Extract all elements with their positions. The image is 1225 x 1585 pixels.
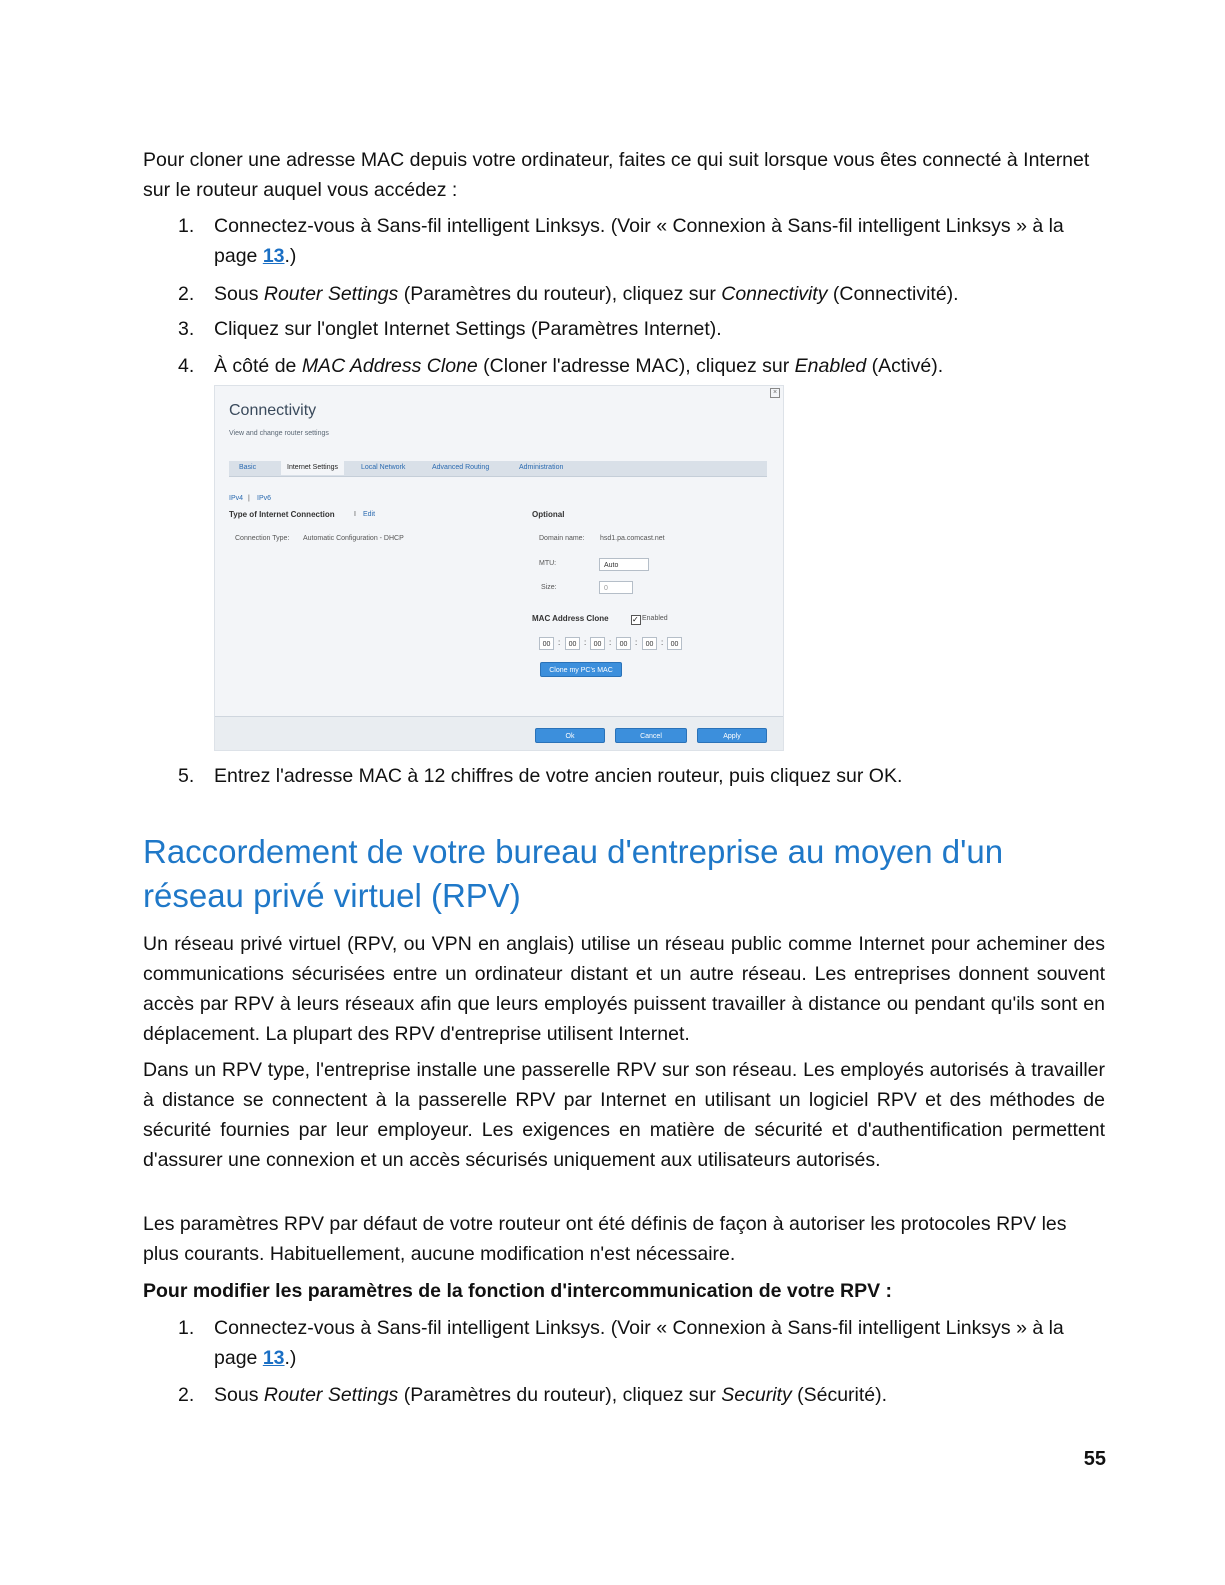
mac-colon: : xyxy=(558,638,561,647)
cancel-button[interactable]: Cancel xyxy=(615,728,687,743)
ipv4-link[interactable]: IPv4 xyxy=(229,495,244,502)
mac-octet-input[interactable]: 00 xyxy=(667,637,682,650)
tab-internet-settings[interactable]: Internet Settings xyxy=(281,461,344,475)
domain-value: hsd1.pa.comcast.net xyxy=(600,535,665,542)
optional-heading: Optional xyxy=(532,510,565,519)
mac-colon: : xyxy=(661,638,664,647)
list-number: 2. xyxy=(178,1384,195,1406)
section-heading: Raccordement de votre bureau d'entreprise au moyen d'un réseau privé virtuel (RPV) xyxy=(143,833,1004,914)
tab-bar xyxy=(229,461,767,477)
tab-basic[interactable]: Basic xyxy=(239,464,257,471)
close-icon[interactable]: × xyxy=(770,388,780,398)
mac-octet-input[interactable]: 00 xyxy=(565,637,580,650)
list-text: À côté de MAC Address Clone (Cloner l'adresse MAC), cliquez sur Enabled (Activé). xyxy=(214,355,944,377)
list-number: 4. xyxy=(178,355,195,377)
connection-heading: Type of Internet Connection xyxy=(229,510,335,519)
list-text: Sous Router Settings (Paramètres du routeur), cliquez sur Security (Sécurité). xyxy=(214,1384,888,1406)
intro-paragraph: Pour cloner une adresse MAC depuis votre ordinateur, faites ce qui suit lorsque vous êtes connecté à Internet sur le routeur auquel vous accédez : xyxy=(143,149,1090,201)
list-text: Sous Router Settings (Paramètres du routeur), cliquez sur Connectivity (Connectivité). xyxy=(214,283,959,305)
paragraph: Un réseau privé virtuel (RPV, ou VPN en anglais) utilise un réseau public comme Internet pour acheminer des communications sécurisées entre un ordinateur distant et un autre réseau. Les entreprises donnent souvent accès par RPV à leurs réseaux afin que leurs employés puissent travailler à distance ou pendant qu'ils sont en déplacement. La plupart des RPV d'entreprise utilisent Internet. xyxy=(143,933,1105,1045)
panel-title: Connectivity xyxy=(229,402,317,419)
mac-colon: : xyxy=(609,638,612,647)
list-number: 1. xyxy=(178,215,195,237)
mtu-select[interactable]: Auto xyxy=(599,558,649,571)
size-label: Size: xyxy=(541,584,557,591)
procedure-heading: Pour modifier les paramètres de la fonction d'intercommunication de votre RPV : xyxy=(143,1280,893,1302)
list-number: 5. xyxy=(178,765,195,787)
tab-local-network[interactable]: Local Network xyxy=(361,464,406,471)
list-number: 3. xyxy=(178,318,195,340)
list-number: 2. xyxy=(178,283,195,305)
tab-advanced-routing[interactable]: Advanced Routing xyxy=(432,464,490,471)
page-link[interactable]: 13 xyxy=(262,245,285,267)
panel-subtitle: View and change router settings xyxy=(229,430,329,437)
size-input[interactable]: 0 xyxy=(599,581,633,594)
connectivity-screenshot xyxy=(214,385,784,751)
connection-type-label: Connection Type: xyxy=(235,535,290,542)
clone-mac-button[interactable]: Clone my PC's MAC xyxy=(540,662,622,677)
list-text: Connectez-vous à Sans-fil intelligent Linksys. (Voir « Connexion à Sans-fil intelligent Linksys » à la page 13.) xyxy=(214,215,1064,267)
ok-button[interactable]: Ok xyxy=(535,728,605,743)
list-number: 1. xyxy=(178,1317,195,1339)
page-link[interactable]: 13 xyxy=(262,1347,285,1369)
mtu-label: MTU: xyxy=(539,560,557,567)
domain-label: Domain name: xyxy=(539,535,585,542)
list-text: Entrez l'adresse MAC à 12 chiffres de votre ancien routeur, puis cliquez sur OK. xyxy=(214,765,903,787)
mac-octet-input[interactable]: 00 xyxy=(616,637,631,650)
tab-administration[interactable]: Administration xyxy=(519,464,564,471)
mac-colon: : xyxy=(584,638,587,647)
list-text: Connectez-vous à Sans-fil intelligent Linksys. (Voir « Connexion à Sans-fil intelligent Linksys » à la page 13.) xyxy=(214,1317,1064,1369)
list-text: Cliquez sur l'onglet Internet Settings (Paramètres Internet). xyxy=(214,318,722,340)
separator: | xyxy=(248,495,250,502)
separator: I xyxy=(354,511,356,518)
page-number: 55 xyxy=(1083,1448,1106,1470)
enabled-label: Enabled xyxy=(642,615,668,622)
paragraph: Les paramètres RPV par défaut de votre routeur ont été définis de façon à autoriser les protocoles RPV les plus courants. Habituellement, aucune modification n'est nécessaire. xyxy=(143,1213,1067,1265)
mac-clone-label: MAC Address Clone xyxy=(532,614,609,623)
mac-octet-input[interactable]: 00 xyxy=(590,637,605,650)
apply-button[interactable]: Apply xyxy=(697,728,767,743)
mac-colon: : xyxy=(635,638,638,647)
mac-octet-input[interactable]: 00 xyxy=(539,637,554,650)
mac-octet-input[interactable]: 00 xyxy=(642,637,657,650)
enabled-checkbox[interactable]: ✓ xyxy=(631,615,641,625)
edit-link[interactable]: Edit xyxy=(363,511,376,518)
ipv6-link[interactable]: IPv6 xyxy=(257,495,272,502)
paragraph: Dans un RPV type, l'entreprise installe une passerelle RPV sur son réseau. Les employés autorisés à travailler à distance se connectent à la passerelle RPV par Internet en utilisant un logiciel RPV et des méthodes de sécurité fournies par leur employeur. Les exigences en matière de sécurité et d'authentification permettent d'assurer une connexion et un accès sécurisés uniquement aux utilisateurs autorisés. xyxy=(143,1059,1105,1171)
connection-type-value: Automatic Configuration - DHCP xyxy=(303,535,404,542)
